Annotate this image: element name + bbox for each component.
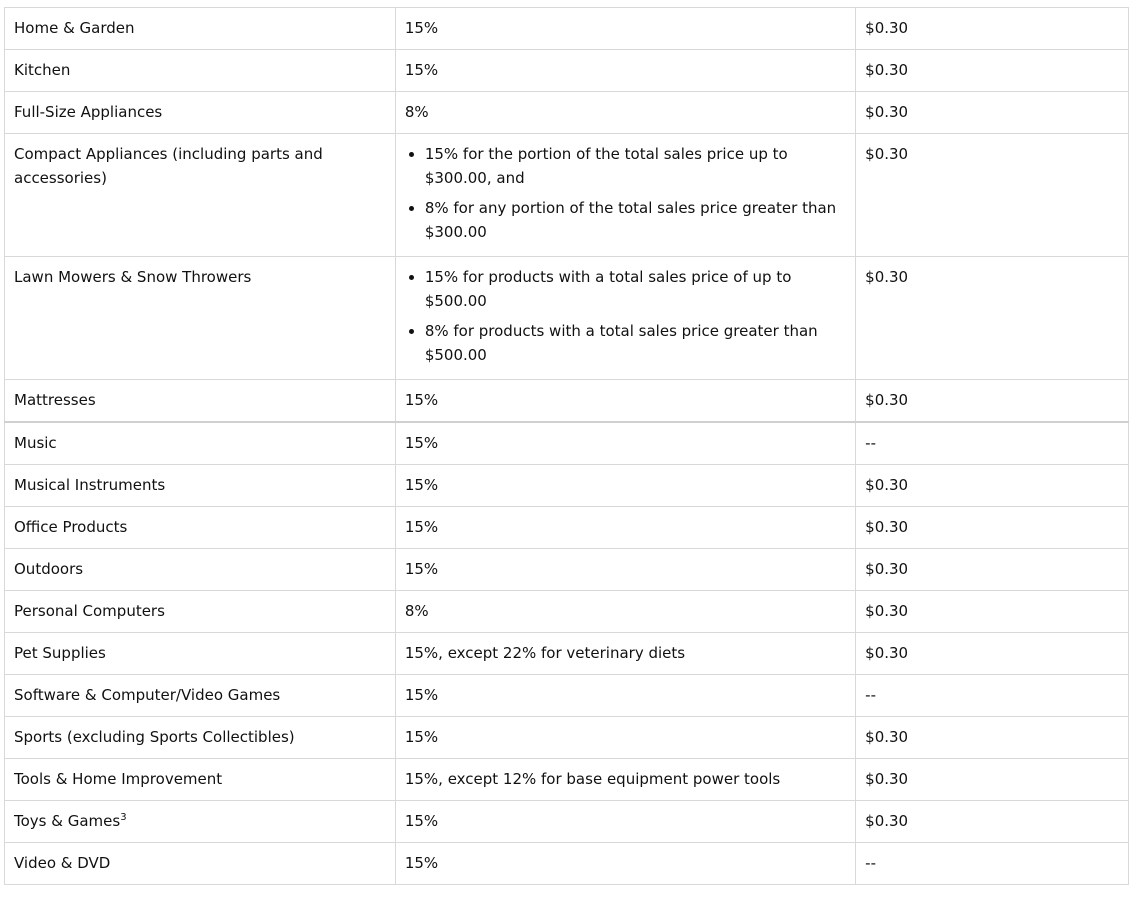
- category-cell: Compact Appliances (including parts and accessories): [5, 134, 396, 257]
- category-cell: Office Products: [5, 507, 396, 549]
- minimum-fee-cell: $0.30: [856, 633, 1129, 675]
- fee-tier-item: • 15% for products with a total sales price of up to $500.00: [425, 265, 846, 313]
- referral-fee-cell: 15%, except 12% for base equipment power tools: [395, 759, 855, 801]
- referral-fee-cell: [395, 134, 855, 257]
- table-row: [5, 633, 1129, 675]
- referral-fee-cell: 15%: [395, 8, 855, 50]
- minimum-fee-cell: $0.30: [856, 134, 1129, 257]
- category-cell: Outdoors: [5, 549, 396, 591]
- category-cell: Music: [5, 422, 396, 465]
- referral-fee-cell: 15%: [395, 717, 855, 759]
- referral-fee-cell: 15%: [395, 843, 855, 885]
- minimum-fee-cell: $0.30: [856, 801, 1129, 843]
- table-row: [5, 801, 1129, 843]
- table-row: [5, 422, 1129, 465]
- category-cell: Video & DVD: [5, 843, 396, 885]
- table-row: [5, 675, 1129, 717]
- referral-fee-cell: 8%: [395, 92, 855, 134]
- referral-fee-cell: 15%: [395, 675, 855, 717]
- category-cell: Full-Size Appliances: [5, 92, 396, 134]
- table-row: [5, 8, 1129, 50]
- table-row: [5, 759, 1129, 801]
- fee-tier-item: • 8% for any portion of the total sales price greater than $300.00: [425, 196, 846, 244]
- fee-tier-item: • 8% for products with a total sales price greater than $500.00: [425, 319, 846, 367]
- table-row: [5, 717, 1129, 759]
- table-row: [5, 50, 1129, 92]
- minimum-fee-cell: $0.30: [856, 50, 1129, 92]
- footnote-marker: 3: [120, 812, 127, 823]
- referral-fee-cell: 15%: [395, 801, 855, 843]
- table-row: [5, 380, 1129, 423]
- minimum-fee-cell: $0.30: [856, 591, 1129, 633]
- category-label: Toys & Games: [14, 812, 121, 830]
- table-row: [5, 591, 1129, 633]
- table-row: [5, 465, 1129, 507]
- category-cell: Personal Computers: [5, 591, 396, 633]
- category-cell: Software & Computer/Video Games: [5, 675, 396, 717]
- category-cell: Sports (excluding Sports Collectibles): [5, 717, 396, 759]
- category-cell: [5, 801, 396, 843]
- minimum-fee-cell: $0.30: [856, 465, 1129, 507]
- minimum-fee-cell: $0.30: [856, 759, 1129, 801]
- minimum-fee-cell: --: [856, 843, 1129, 885]
- referral-fee-cell: 15%: [395, 507, 855, 549]
- minimum-fee-cell: --: [856, 675, 1129, 717]
- table-row: [5, 92, 1129, 134]
- fee-tier-list: [405, 142, 846, 244]
- referral-fee-table: [4, 7, 1129, 885]
- category-cell: Tools & Home Improvement: [5, 759, 396, 801]
- referral-fee-cell: 8%: [395, 591, 855, 633]
- minimum-fee-cell: $0.30: [856, 92, 1129, 134]
- category-cell: Kitchen: [5, 50, 396, 92]
- category-cell: Home & Garden: [5, 8, 396, 50]
- fee-tier-item: • 15% for the portion of the total sales price up to $300.00, and: [425, 142, 846, 190]
- minimum-fee-cell: --: [856, 422, 1129, 465]
- minimum-fee-cell: $0.30: [856, 8, 1129, 50]
- referral-fee-cell: 15%: [395, 549, 855, 591]
- table-row: [5, 549, 1129, 591]
- table-row: [5, 843, 1129, 885]
- minimum-fee-cell: $0.30: [856, 549, 1129, 591]
- minimum-fee-cell: $0.30: [856, 380, 1129, 423]
- referral-fee-cell: 15%: [395, 422, 855, 465]
- referral-fee-cell: 15%: [395, 380, 855, 423]
- referral-fee-cell: 15%: [395, 50, 855, 92]
- referral-fee-cell: [395, 257, 855, 380]
- referral-fee-cell: 15%, except 22% for veterinary diets: [395, 633, 855, 675]
- table-row: [5, 134, 1129, 257]
- minimum-fee-cell: $0.30: [856, 257, 1129, 380]
- category-cell: Lawn Mowers & Snow Throwers: [5, 257, 396, 380]
- minimum-fee-cell: $0.30: [856, 507, 1129, 549]
- minimum-fee-cell: $0.30: [856, 717, 1129, 759]
- category-cell: Pet Supplies: [5, 633, 396, 675]
- category-cell: Mattresses: [5, 380, 396, 423]
- table-row: [5, 257, 1129, 380]
- referral-fee-cell: 15%: [395, 465, 855, 507]
- fee-tier-list: [405, 265, 846, 367]
- table-row: [5, 507, 1129, 549]
- category-cell: Musical Instruments: [5, 465, 396, 507]
